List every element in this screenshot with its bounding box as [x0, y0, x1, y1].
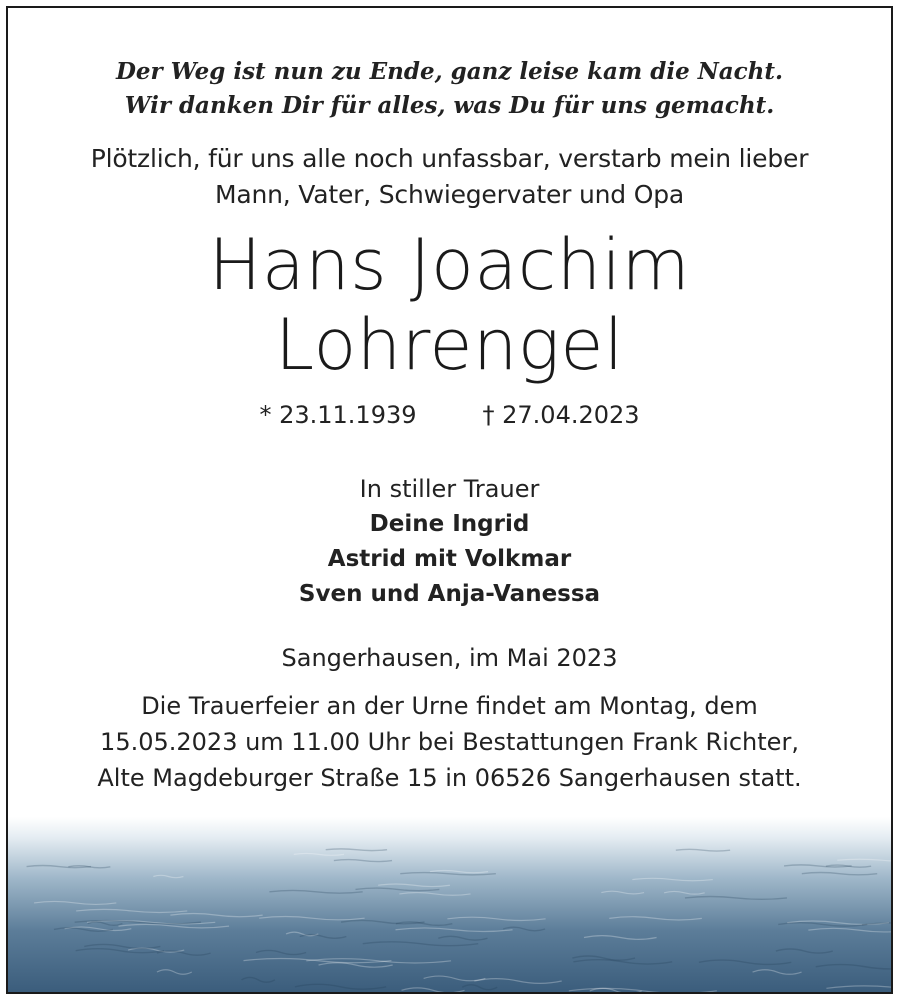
mourner-name: Astrid mit Volkmar: [327, 546, 572, 572]
place-and-date: Sangerhausen, im Mai 2023: [281, 644, 618, 672]
mourner-name: Sven und Anja-Vanessa: [298, 581, 601, 607]
mourning-label: In stiller Trauer: [359, 475, 540, 503]
water-background-image: [8, 817, 891, 992]
obituary-content: [8, 8, 891, 796]
intro-text: [8, 141, 891, 213]
motto-line-2: Wir danken Dir für alles, was Du für uns gemacht.: [124, 92, 775, 119]
mourners-block: [8, 471, 891, 612]
deceased-surname: Lohrengel: [275, 304, 624, 386]
birth-date: * 23.11.1939: [259, 401, 417, 429]
obituary-frame: [6, 6, 893, 994]
death-date: † 27.04.2023: [482, 401, 640, 429]
mourner-name: Deine Ingrid: [369, 511, 530, 537]
intro-line-1: Plötzlich, für uns alle noch unfassbar, verstarb mein lieber: [90, 144, 809, 173]
motto-verse: [8, 55, 891, 123]
service-line-3: Alte Magdeburger Straße 15 in 06526 Sangerhausen statt.: [97, 764, 802, 792]
intro-line-2: Mann, Vater, Schwiegervater und Opa: [215, 180, 684, 209]
service-line-2: 15.05.2023 um 11.00 Uhr bei Bestattungen Frank Richter,: [100, 728, 799, 756]
service-info: [8, 688, 891, 796]
motto-line-1: Der Weg ist nun zu Ende, ganz leise kam die Nacht.: [115, 58, 784, 85]
deceased-first-names: Hans Joachim: [208, 224, 691, 306]
deceased-name: [8, 225, 891, 385]
service-line-1: Die Trauerfeier an der Urne findet am Montag, dem: [141, 692, 758, 720]
life-dates: [8, 397, 891, 433]
